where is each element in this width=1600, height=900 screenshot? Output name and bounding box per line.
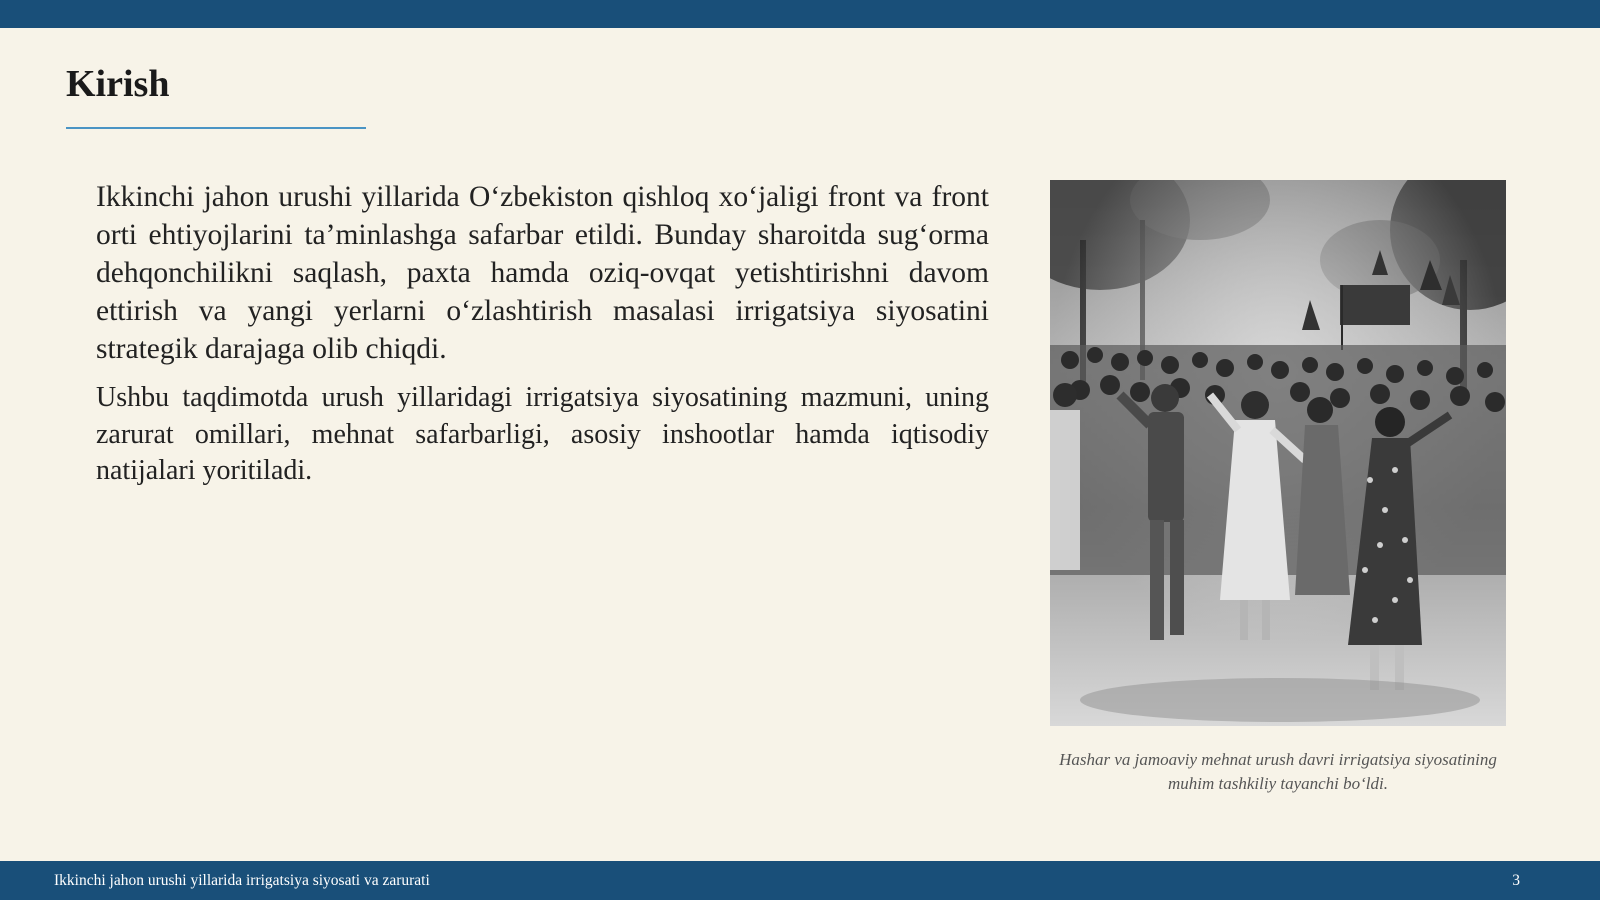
footer-title: Ikkinchi jahon urushi yillarida irrigatsiya siyosati va zarurati <box>54 872 430 889</box>
slide-body <box>96 178 989 490</box>
image-caption: Hashar va jamoaviy mehnat urush davri irrigatsiya siyosatining muhim tashkiliy tayanchi bo‘ldi. <box>1059 750 1497 793</box>
intro-paragraph-2: Ushbu taqdimotda urush yillaridagi irrigatsiya siyosatining mazmuni, uning zarurat omillari, mehnat safarbarligi, asosiy inshootlar hamda iqtisodiy natijalari yoritiladi. <box>96 382 989 486</box>
top-bar <box>0 0 1600 28</box>
title-underline <box>66 127 366 129</box>
historical-photo <box>1050 180 1506 726</box>
intro-paragraph-1: Ikkinchi jahon urushi yillarida O‘zbekiston qishloq xo‘jaligi front va front orti ehtiyojlarini ta’minlashga safarbar etildi. Bunday sharoitda sug‘orma dehqonchilikni saqlash, paxta hamda oziq-ovqat yetishtirishni davom ettirish va yangi yerlarni o‘zlashtirish masalasi irrigatsiya siyosatini strategik darajaga olib chiqdi. <box>96 181 989 365</box>
slide-title: Kirish <box>66 63 170 105</box>
footer-bar <box>0 861 1600 900</box>
page-number: 3 <box>1512 872 1520 889</box>
